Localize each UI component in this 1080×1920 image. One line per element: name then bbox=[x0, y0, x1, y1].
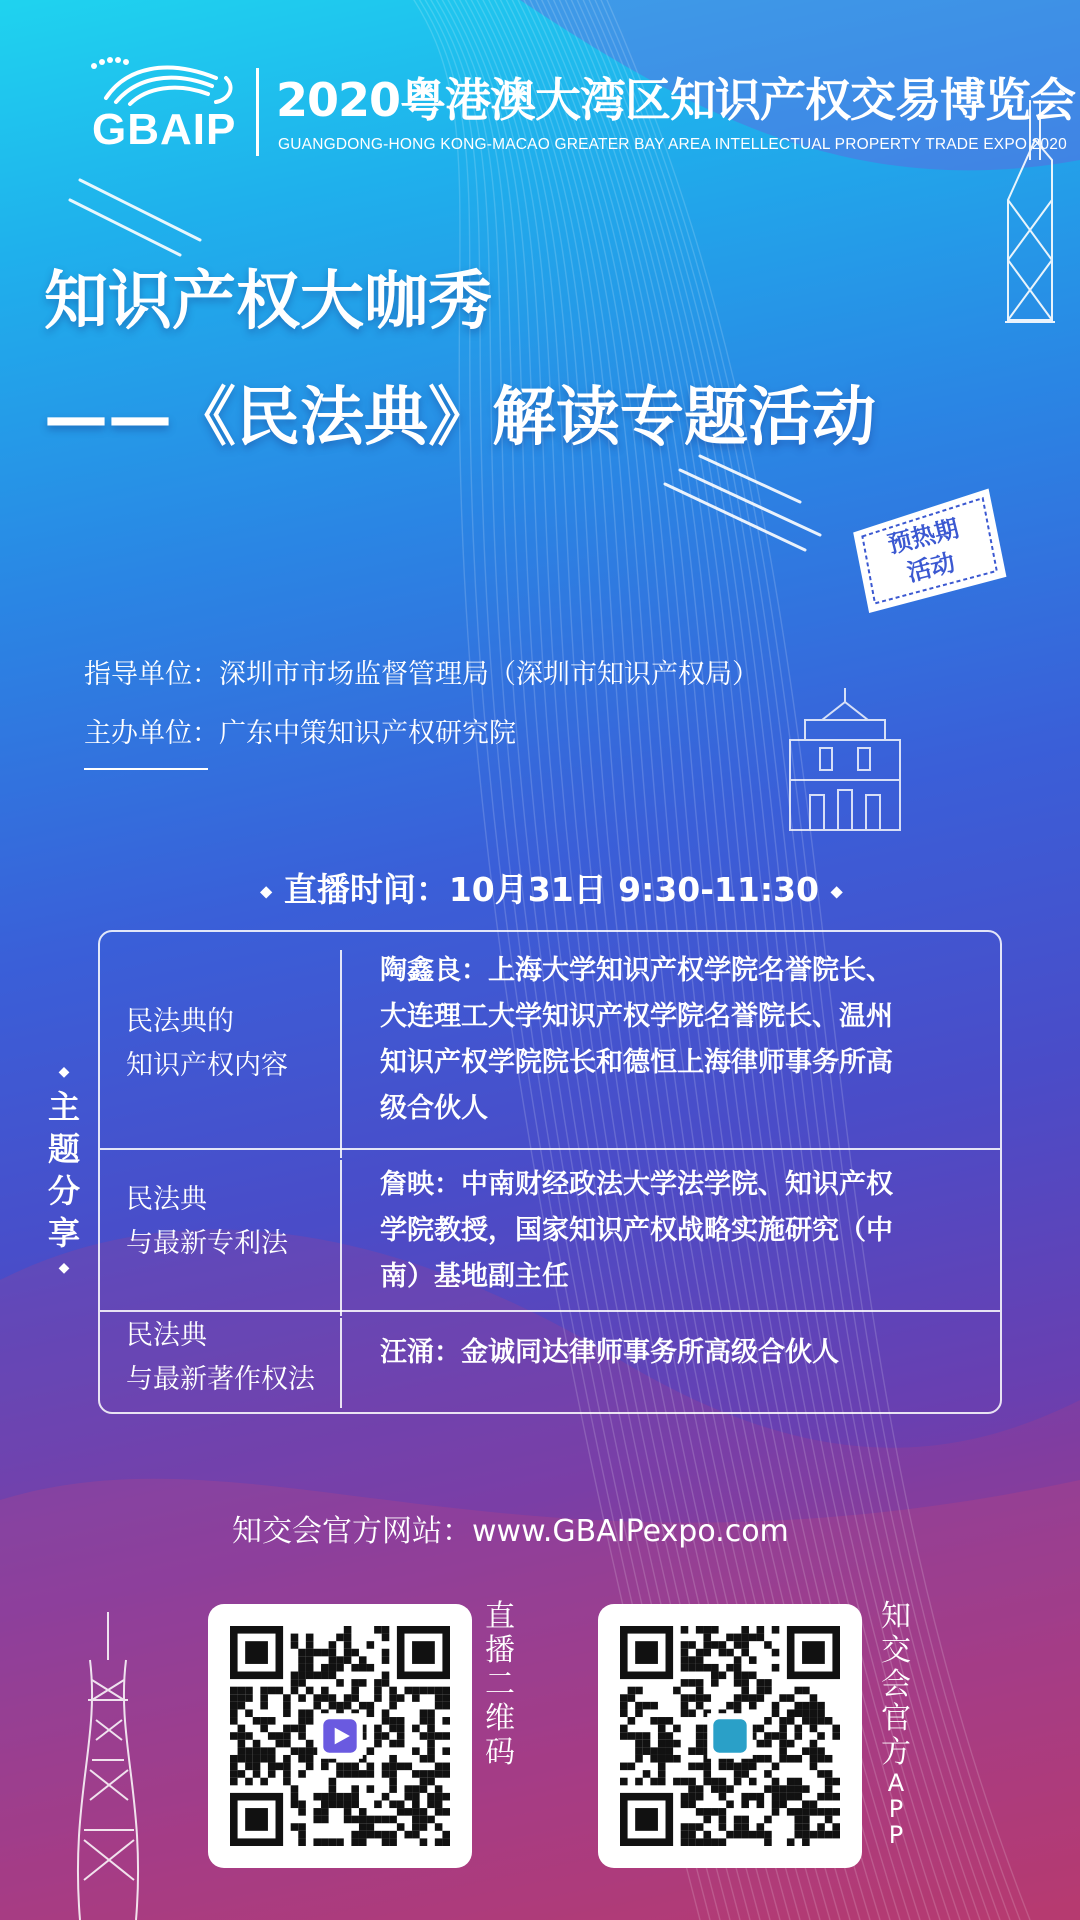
diamond-right-icon: ◆ bbox=[830, 881, 843, 901]
live-qr-label bbox=[478, 1600, 522, 1770]
table-row bbox=[100, 1150, 1004, 1310]
qr-label-char: P bbox=[888, 1821, 904, 1849]
diamond-top-icon: ◆ bbox=[58, 1064, 70, 1080]
main-title-line1: 知识产权大咖秀 bbox=[44, 265, 492, 339]
church-ruins-icon bbox=[790, 688, 900, 830]
header-divider bbox=[256, 68, 259, 156]
main-title-line2: ——《民法典》解读专题活动 bbox=[44, 381, 876, 455]
qr-label-char: 码 bbox=[485, 1735, 515, 1770]
logo-text: GBAIP bbox=[92, 105, 237, 154]
side-char: 题 bbox=[47, 1130, 80, 1168]
qr-label-char: 交 bbox=[881, 1633, 911, 1668]
speaker-line: 汪涌：金诚同达律师事务所高级合伙人 bbox=[380, 1337, 839, 1368]
topic-line: 民法典 bbox=[126, 1320, 207, 1351]
live-time-text: 直播时间：10月31日 9:30-11:30 bbox=[283, 870, 819, 909]
side-char: 分 bbox=[47, 1172, 80, 1210]
diamond-left-icon: ◆ bbox=[260, 881, 273, 901]
speaker-line: 詹映：中南财经政法大学法学院、知识产权 bbox=[380, 1169, 893, 1200]
official-website[interactable]: 知交会官方网站：www.GBAIPexpo.com bbox=[232, 1514, 789, 1549]
expo-subtitle: GUANGDONG-HONG KONG-MACAO GREATER BAY AREA INTELLECTUAL PROPERTY TRADE EXPO 2020 bbox=[278, 136, 1067, 153]
qr-code-icon bbox=[230, 1626, 450, 1846]
topic-line: 知识产权内容 bbox=[126, 1050, 288, 1081]
badge-line2: 活动 bbox=[904, 548, 958, 588]
qr-label-char: 会 bbox=[881, 1667, 911, 1702]
badge-line1: 预热期 bbox=[884, 514, 962, 559]
guide-unit: 指导单位：深圳市市场监督管理局（深圳市知识产权局） bbox=[84, 659, 759, 690]
speaker-line: 大连理工大学知识产权学院名誉院长、温州 bbox=[380, 1001, 893, 1032]
speaker-line: 级合伙人 bbox=[380, 1093, 488, 1124]
side-char: 主 bbox=[47, 1088, 80, 1126]
organizer-underline bbox=[84, 768, 208, 770]
topic-line: 民法典 bbox=[126, 1184, 207, 1215]
gbaip-logo-icon bbox=[86, 48, 236, 108]
topics-table bbox=[98, 930, 1002, 1414]
expo-title: 2020粤港澳大湾区知识产权交易博览会 bbox=[276, 73, 1076, 127]
qr-label-char: 知 bbox=[881, 1599, 911, 1634]
qr-label-char: A bbox=[887, 1769, 905, 1797]
topic-line: 与最新专利法 bbox=[126, 1228, 288, 1259]
qr-label-char: 播 bbox=[485, 1633, 515, 1668]
app-qr-code[interactable] bbox=[598, 1604, 862, 1868]
speaker-line: 学院教授，国家知识产权战略实施研究（中 bbox=[380, 1215, 893, 1246]
live-qr-code[interactable] bbox=[208, 1604, 472, 1868]
side-char: 享 bbox=[47, 1214, 80, 1252]
speaker-line: 知识产权学院院长和德恒上海律师事务所高 bbox=[380, 1047, 893, 1078]
topic-share-label bbox=[34, 1058, 94, 1282]
table-row bbox=[100, 932, 1004, 1148]
speaker-line: 陶鑫良：上海大学知识产权学院名誉院长、 bbox=[380, 955, 893, 986]
qr-label-char: 官 bbox=[881, 1701, 911, 1736]
qr-label-char: 二 bbox=[485, 1667, 515, 1702]
table-row bbox=[100, 1312, 1004, 1412]
qr-code-icon bbox=[620, 1626, 840, 1846]
qr-label-char: 直 bbox=[485, 1599, 515, 1634]
host-unit: 主办单位：广东中策知识产权研究院 bbox=[84, 718, 516, 749]
qr-label-char: P bbox=[888, 1795, 904, 1823]
qr-label-char: 维 bbox=[485, 1701, 515, 1736]
speaker-line: 南）基地副主任 bbox=[380, 1261, 569, 1292]
topic-line: 民法典的 bbox=[126, 1006, 234, 1037]
live-time bbox=[260, 870, 843, 912]
diamond-bottom-icon: ◆ bbox=[58, 1260, 70, 1276]
app-qr-label bbox=[874, 1600, 918, 1848]
topic-line: 与最新著作权法 bbox=[126, 1364, 315, 1395]
qr-label-char: 方 bbox=[881, 1735, 911, 1770]
